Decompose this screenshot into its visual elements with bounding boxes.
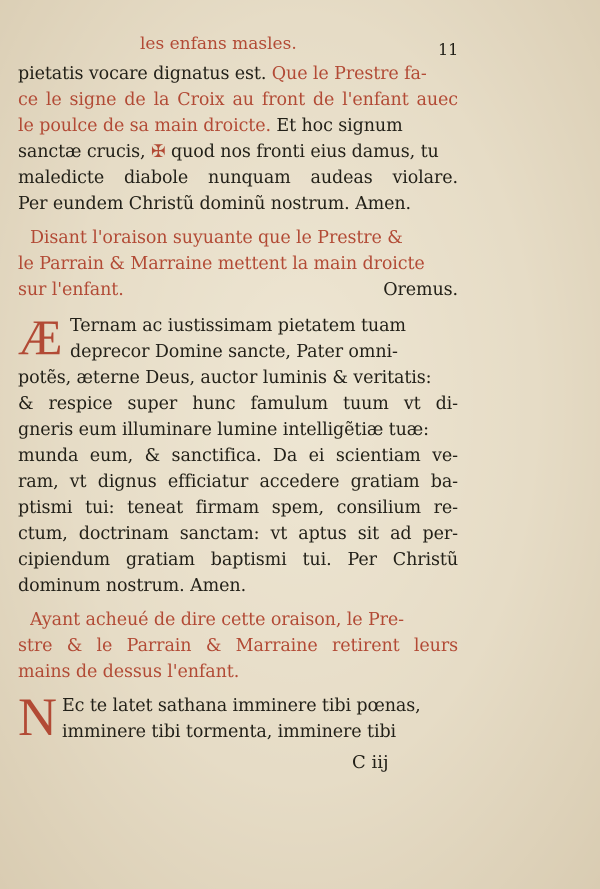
text-line: Per eundem Christũ dominũ nostrum. Amen.	[18, 194, 411, 214]
text-line: ptismi tui: teneat firmam spem, consilium re-	[18, 498, 458, 518]
rubric-text: le poulce de sa main droicte.	[18, 116, 271, 136]
rubric-line: ce le signe de la Croix au front de l'enfant auec	[18, 90, 458, 110]
text-line: maledicte diabole nunquam audeas violare.	[18, 168, 458, 188]
oremus-label: Oremus.	[383, 280, 458, 300]
running-title: les enfans masles.	[140, 34, 297, 54]
rubric-text: Que le Prestre fa-	[271, 64, 427, 84]
latin-text: Et hoc signum	[276, 116, 403, 136]
text-line	[18, 114, 458, 138]
initial-ae: Æ	[18, 309, 63, 365]
rubric-line: stre & le Parrain & Marraine retirent leurs	[18, 636, 458, 656]
latin-text: pietatis vocare dignatus est.	[18, 64, 267, 84]
text-line: ram, vt dignus efficiatur accedere gratiam ba-	[18, 472, 458, 492]
text-line: & respice super hunc famulum tuum vt di-	[18, 394, 458, 414]
text-line	[18, 278, 458, 302]
text-line: dominum nostrum. Amen.	[18, 576, 247, 596]
rubric-line: le Parrain & Marraine mettent la main droicte	[18, 254, 425, 274]
signature-mark: C iij	[352, 752, 389, 773]
text-line: potẽs, æterne Deus, auctor luminis & veritatis:	[18, 368, 432, 388]
latin-text: quod nos fronti eius damus, tu	[171, 142, 439, 162]
rubric-line: Ayant acheué de dire cette oraison, le Pre-	[30, 610, 404, 630]
page-number: 11	[438, 40, 459, 59]
text-line: ctum, doctrinam sanctam: vt aptus sit ad per-	[18, 524, 458, 544]
rubric-text: sur l'enfant.	[18, 280, 124, 300]
latin-text: sanctæ crucis,	[18, 142, 146, 162]
text-line: Ec te latet sathana imminere tibi pœnas,	[62, 696, 421, 716]
text-line	[18, 62, 458, 86]
text-line: gneris eum illuminare lumine intelligẽtiæ tuæ:	[18, 420, 429, 440]
text-line	[18, 140, 458, 164]
text-line: deprecor Domine sancte, Pater omni-	[70, 342, 398, 362]
text-line: Ternam ac iustissimam pietatem tuam	[70, 316, 406, 336]
cross-symbol: ✠	[150, 142, 166, 162]
text-line: munda eum, & sanctifica. Da ei scientiam ve-	[18, 446, 458, 466]
rubric-line: mains de dessus l'enfant.	[18, 662, 240, 682]
rubric-line: Disant l'oraison suyuante que le Prestre &	[30, 228, 403, 248]
initial-n: N	[18, 687, 57, 747]
text-line: cipiendum gratiam baptismi tui. Per Christũ	[18, 550, 458, 570]
text-line: imminere tibi tormenta, imminere tibi	[62, 722, 397, 742]
